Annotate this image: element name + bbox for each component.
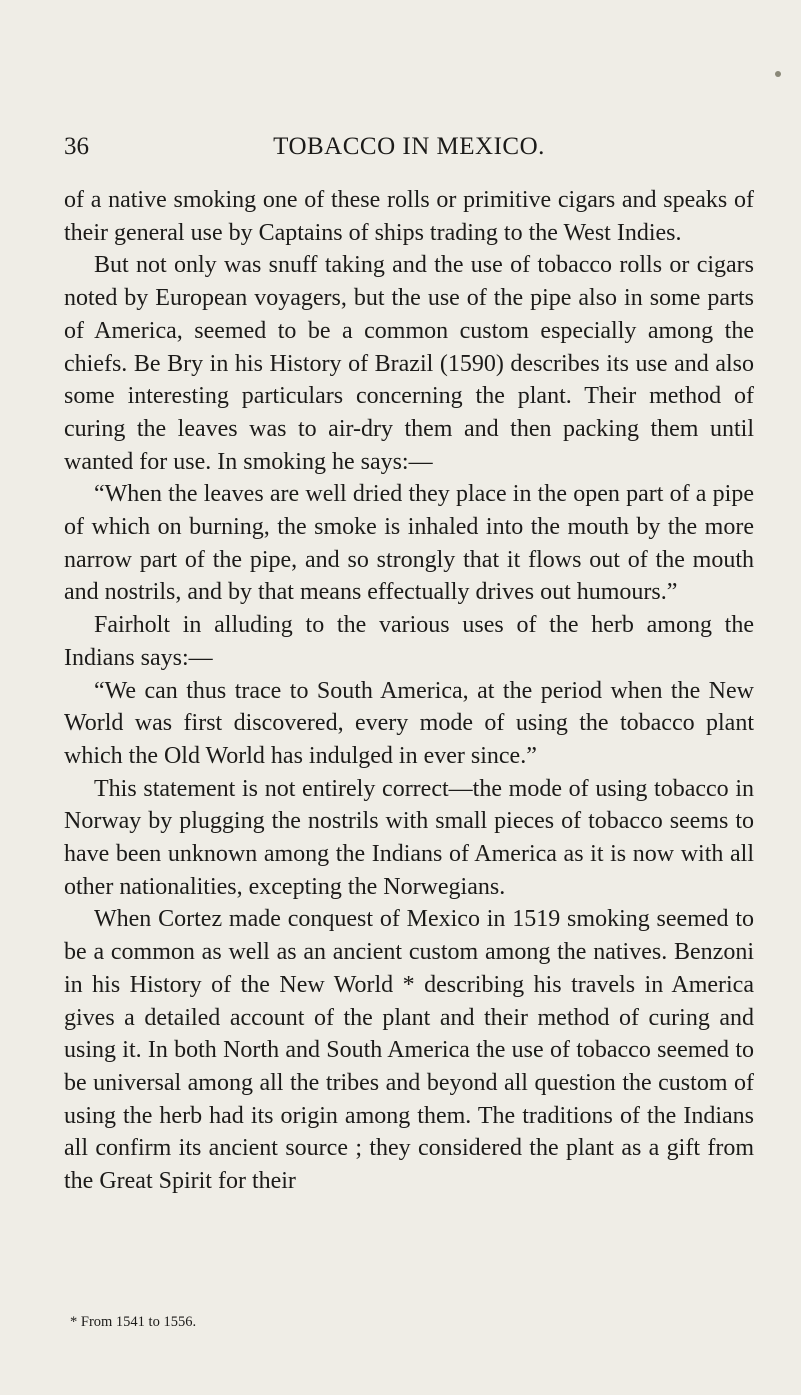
paragraph: This statement is not entirely correct—the mode of using tobacco in Norway by plugging the nostrils with small pieces of tobacco seems to have been unknown among the Indians of America as it is now with all other nationalities, excepting the Norwegians. — [64, 775, 754, 900]
paragraph: of a native smoking one of these rolls or primitive cigars and speaks of their general use by Captains of ships trading to the West Indies. — [64, 187, 754, 246]
quotation: “When the leaves are well dried they place in the open part of a pipe of which on burning, the smoke is inhaled into the mouth by the more narrow part of the pipe, and so strongly that it flows out of the mouth and nostrils, and by that means effectually drives out humours.” — [64, 481, 754, 606]
paragraph: But not only was snuff taking and the use of tobacco rolls or cigars noted by European voyagers, but the use of the pipe also in some parts of America, seemed to be a common custom especially among the chiefs. Be Bry in his History of Brazil (1590) describes its use and also some interesting particulars concerning the plant. Their method of curing the leaves was to air-dry them and then packing them until wanted for use. In smoking he says:— — [64, 252, 754, 475]
page-speck — [775, 71, 781, 77]
paragraph: Fairholt in alluding to the various uses of the herb among the Indians says:— — [64, 612, 754, 671]
running-title: TOBACCO IN MEXICO. — [273, 133, 545, 160]
body-text — [64, 184, 754, 1198]
page-number: 36 — [64, 133, 89, 160]
quotation: “We can thus trace to South America, at the period when the New World was first discovered, every mode of using the tobacco plant which the Old World has indulged in ever since.” — [64, 677, 754, 769]
paragraph: When Cortez made conquest of Mexico in 1519 smoking seemed to be a common as well as an ancient custom among the natives. Benzoni in his History of the New World * describing his travels in America gives a detailed account of the plant and their method of curing and using it. In both North and South America the use of tobacco seemed to be universal among all the tribes and beyond all question the custom of using the herb had its origin among them. The traditions of the Indians all confirm its ancient source ; they considered the plant as a gift from the Great Spirit for their — [64, 906, 754, 1195]
footnote: * From 1541 to 1556. — [70, 1314, 197, 1330]
page-header — [64, 129, 754, 165]
